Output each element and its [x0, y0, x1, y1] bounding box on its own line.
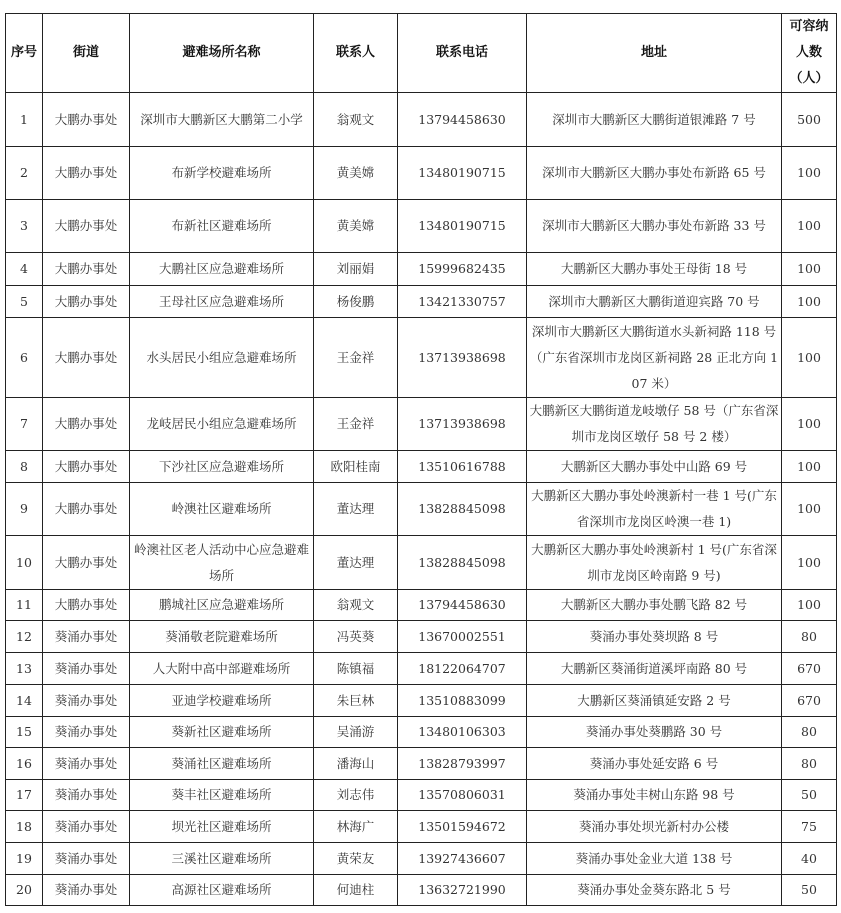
cell-address: 葵涌办事处延安路 6 号: [527, 748, 782, 780]
cell-street: 大鹏办事处: [43, 286, 130, 318]
header-row: [6, 14, 837, 93]
cell-street: 大鹏办事处: [43, 483, 130, 536]
cell-name: 坝光社区避难场所: [130, 811, 314, 843]
table-row: [6, 717, 837, 748]
cell-no: 4: [6, 253, 43, 286]
cell-phone: 13828845098: [398, 483, 527, 536]
cell-capacity: 40: [782, 843, 837, 875]
cell-contact: 黄荣友: [314, 843, 398, 875]
cell-name: 鹏城社区应急避难场所: [130, 590, 314, 621]
cell-no: 11: [6, 590, 43, 621]
cell-capacity: 80: [782, 717, 837, 748]
cell-capacity: 100: [782, 318, 837, 398]
cell-address: 葵涌办事处坝光新村办公楼: [527, 811, 782, 843]
cell-capacity: 75: [782, 811, 837, 843]
cell-no: 9: [6, 483, 43, 536]
cell-phone: 13570806031: [398, 780, 527, 811]
header-name: 避难场所名称: [130, 14, 314, 93]
cell-capacity: 670: [782, 653, 837, 685]
cell-capacity: 80: [782, 748, 837, 780]
cell-street: 葵涌办事处: [43, 843, 130, 875]
cell-name: 高源社区避难场所: [130, 875, 314, 906]
cell-contact: 林海广: [314, 811, 398, 843]
header-contact: 联系人: [314, 14, 398, 93]
cell-street: 大鹏办事处: [43, 451, 130, 483]
cell-contact: 王金祥: [314, 318, 398, 398]
cell-contact: 冯英葵: [314, 621, 398, 653]
cell-no: 6: [6, 318, 43, 398]
cell-street: 大鹏办事处: [43, 147, 130, 200]
cell-capacity: 100: [782, 451, 837, 483]
table-row: [6, 843, 837, 875]
cell-no: 16: [6, 748, 43, 780]
header-address: 地址: [527, 14, 782, 93]
cell-no: 1: [6, 93, 43, 147]
cell-street: 大鹏办事处: [43, 536, 130, 590]
cell-street: 大鹏办事处: [43, 93, 130, 147]
cell-street: 大鹏办事处: [43, 200, 130, 253]
cell-name: 大鹏社区应急避难场所: [130, 253, 314, 286]
cell-street: 葵涌办事处: [43, 653, 130, 685]
table-row: [6, 536, 837, 590]
cell-address: 深圳市大鹏新区大鹏街道水头新祠路 118 号（广东省深圳市龙岗区新祠路 28 正北方向 107 米）: [527, 318, 782, 398]
cell-address: 深圳市大鹏新区大鹏街道迎宾路 70 号: [527, 286, 782, 318]
cell-address: 大鹏新区大鹏办事处岭澳新村 1 号(广东省深圳市龙岗区岭南路 9 号): [527, 536, 782, 590]
cell-contact: 杨俊鹏: [314, 286, 398, 318]
cell-no: 3: [6, 200, 43, 253]
cell-no: 12: [6, 621, 43, 653]
header-phone: 联系电话: [398, 14, 527, 93]
table-row: [6, 621, 837, 653]
cell-address: 葵涌办事处金业大道 138 号: [527, 843, 782, 875]
cell-name: 葵涌社区避难场所: [130, 748, 314, 780]
cell-street: 葵涌办事处: [43, 748, 130, 780]
cell-contact: 王金祥: [314, 398, 398, 451]
cell-phone: 13510883099: [398, 685, 527, 717]
cell-contact: 黄美嫦: [314, 200, 398, 253]
cell-phone: 13501594672: [398, 811, 527, 843]
cell-street: 葵涌办事处: [43, 811, 130, 843]
cell-phone: 13794458630: [398, 590, 527, 621]
cell-phone: 13670002551: [398, 621, 527, 653]
cell-street: 葵涌办事处: [43, 875, 130, 906]
cell-capacity: 100: [782, 286, 837, 318]
cell-name: 布新社区避难场所: [130, 200, 314, 253]
cell-capacity: 500: [782, 93, 837, 147]
table-row: [6, 93, 837, 147]
cell-capacity: 100: [782, 398, 837, 451]
cell-address: 深圳市大鹏新区大鹏办事处布新路 33 号: [527, 200, 782, 253]
cell-contact: 刘丽娟: [314, 253, 398, 286]
cell-phone: 13713938698: [398, 318, 527, 398]
cell-no: 2: [6, 147, 43, 200]
cell-contact: 何迪柱: [314, 875, 398, 906]
cell-street: 大鹏办事处: [43, 590, 130, 621]
cell-address: 葵涌办事处葵鹏路 30 号: [527, 717, 782, 748]
cell-name: 龙岐居民小组应急避难场所: [130, 398, 314, 451]
cell-address: 葵涌办事处葵坝路 8 号: [527, 621, 782, 653]
cell-address: 大鹏新区大鹏办事处鹏飞路 82 号: [527, 590, 782, 621]
cell-address: 大鹏新区葵涌街道溪坪南路 80 号: [527, 653, 782, 685]
cell-phone: 13794458630: [398, 93, 527, 147]
cell-no: 18: [6, 811, 43, 843]
cell-name: 葵丰社区避难场所: [130, 780, 314, 811]
cell-capacity: 80: [782, 621, 837, 653]
cell-address: 大鹏新区大鹏街道龙岐墩仔 58 号（广东省深圳市龙岗区墩仔 58 号 2 楼）: [527, 398, 782, 451]
table-row: [6, 875, 837, 906]
cell-address: 大鹏新区大鹏办事处王母街 18 号: [527, 253, 782, 286]
cell-street: 葵涌办事处: [43, 685, 130, 717]
table-row: [6, 147, 837, 200]
cell-street: 大鹏办事处: [43, 398, 130, 451]
cell-contact: 陈镇福: [314, 653, 398, 685]
header-street: 街道: [43, 14, 130, 93]
cell-name: 亚迪学校避难场所: [130, 685, 314, 717]
cell-phone: 18122064707: [398, 653, 527, 685]
cell-phone: 13713938698: [398, 398, 527, 451]
table-row: [6, 748, 837, 780]
cell-contact: 欧阳桂南: [314, 451, 398, 483]
header-capacity: 可容纳人数（人）: [782, 14, 837, 93]
cell-address: 深圳市大鹏新区大鹏街道银滩路 7 号: [527, 93, 782, 147]
cell-address: 大鹏新区大鹏办事处岭澳新村一巷 1 号(广东省深圳市龙岗区岭澳一巷 1): [527, 483, 782, 536]
cell-capacity: 670: [782, 685, 837, 717]
cell-contact: 吴涌游: [314, 717, 398, 748]
cell-capacity: 100: [782, 483, 837, 536]
cell-phone: 13927436607: [398, 843, 527, 875]
cell-name: 王母社区应急避难场所: [130, 286, 314, 318]
cell-no: 19: [6, 843, 43, 875]
cell-phone: 13510616788: [398, 451, 527, 483]
cell-phone: 13828845098: [398, 536, 527, 590]
cell-contact: 朱巨林: [314, 685, 398, 717]
cell-name: 葵涌敬老院避难场所: [130, 621, 314, 653]
cell-capacity: 100: [782, 147, 837, 200]
cell-name: 人大附中高中部避难场所: [130, 653, 314, 685]
cell-capacity: 100: [782, 536, 837, 590]
cell-phone: 13480190715: [398, 147, 527, 200]
cell-contact: 翁观文: [314, 93, 398, 147]
cell-street: 大鹏办事处: [43, 318, 130, 398]
cell-no: 8: [6, 451, 43, 483]
cell-street: 葵涌办事处: [43, 717, 130, 748]
cell-name: 岭澳社区避难场所: [130, 483, 314, 536]
cell-street: 葵涌办事处: [43, 780, 130, 811]
cell-address: 葵涌办事处丰树山东路 98 号: [527, 780, 782, 811]
shelter-table: [5, 13, 837, 906]
cell-phone: 13421330757: [398, 286, 527, 318]
cell-no: 20: [6, 875, 43, 906]
table-row: [6, 780, 837, 811]
cell-name: 布新学校避难场所: [130, 147, 314, 200]
cell-no: 10: [6, 536, 43, 590]
cell-phone: 15999682435: [398, 253, 527, 286]
cell-contact: 刘志伟: [314, 780, 398, 811]
cell-no: 7: [6, 398, 43, 451]
cell-contact: 潘海山: [314, 748, 398, 780]
cell-name: 岭澳社区老人活动中心应急避难场所: [130, 536, 314, 590]
table-row: [6, 685, 837, 717]
cell-address: 深圳市大鹏新区大鹏办事处布新路 65 号: [527, 147, 782, 200]
header-no: 序号: [6, 14, 43, 93]
cell-capacity: 50: [782, 780, 837, 811]
cell-no: 17: [6, 780, 43, 811]
cell-no: 5: [6, 286, 43, 318]
cell-address: 葵涌办事处金葵东路北 5 号: [527, 875, 782, 906]
cell-name: 深圳市大鹏新区大鹏第二小学: [130, 93, 314, 147]
cell-name: 三溪社区避难场所: [130, 843, 314, 875]
cell-phone: 13480190715: [398, 200, 527, 253]
cell-address: 大鹏新区大鹏办事处中山路 69 号: [527, 451, 782, 483]
cell-no: 14: [6, 685, 43, 717]
table-row: [6, 590, 837, 621]
cell-contact: 董达理: [314, 536, 398, 590]
cell-contact: 董达理: [314, 483, 398, 536]
table-row: [6, 653, 837, 685]
cell-address: 大鹏新区葵涌镇延安路 2 号: [527, 685, 782, 717]
cell-name: 下沙社区应急避难场所: [130, 451, 314, 483]
cell-contact: 翁观文: [314, 590, 398, 621]
cell-phone: 13828793997: [398, 748, 527, 780]
cell-street: 大鹏办事处: [43, 253, 130, 286]
cell-phone: 13632721990: [398, 875, 527, 906]
table-row: [6, 811, 837, 843]
cell-capacity: 50: [782, 875, 837, 906]
cell-no: 13: [6, 653, 43, 685]
table-row: [6, 483, 837, 536]
table-row: [6, 398, 837, 451]
cell-name: 葵新社区避难场所: [130, 717, 314, 748]
cell-name: 水头居民小组应急避难场所: [130, 318, 314, 398]
cell-capacity: 100: [782, 200, 837, 253]
cell-capacity: 100: [782, 253, 837, 286]
table-row: [6, 253, 837, 286]
cell-capacity: 100: [782, 590, 837, 621]
cell-phone: 13480106303: [398, 717, 527, 748]
cell-no: 15: [6, 717, 43, 748]
table-row: [6, 200, 837, 253]
cell-contact: 黄美嫦: [314, 147, 398, 200]
table-row: [6, 318, 837, 398]
table-row: [6, 451, 837, 483]
table-row: [6, 286, 837, 318]
cell-street: 葵涌办事处: [43, 621, 130, 653]
